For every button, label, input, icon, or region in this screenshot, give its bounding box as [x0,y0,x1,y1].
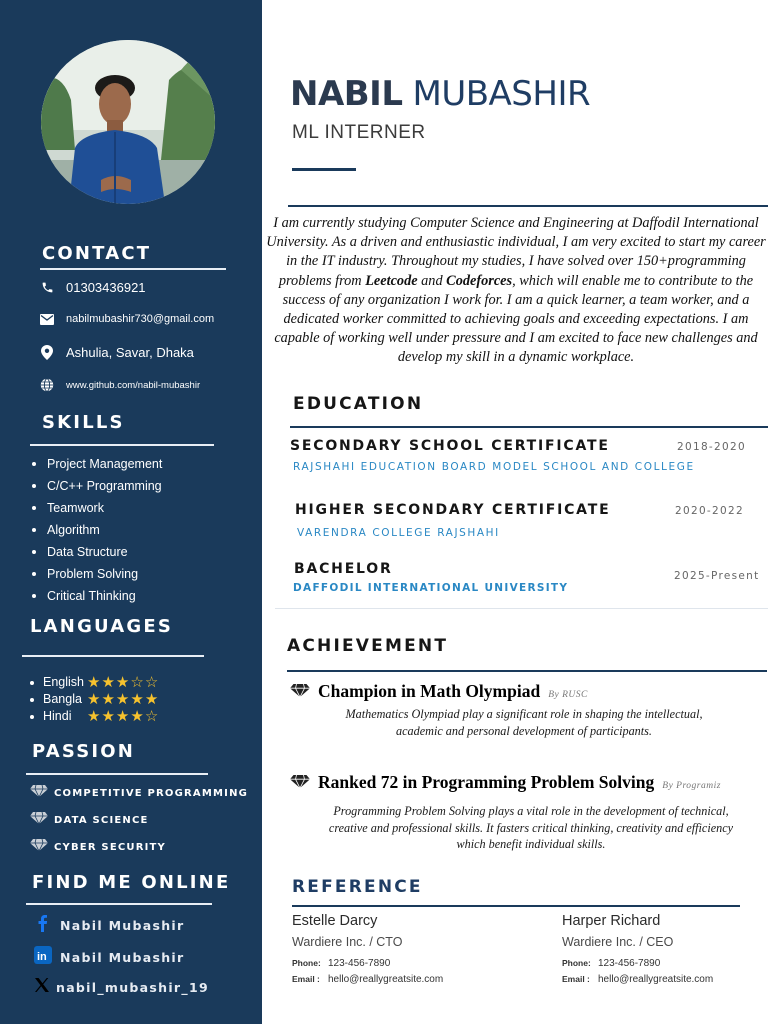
reference-email-value: hello@reallygreatsite.com [328,974,444,985]
phone-icon [40,281,54,295]
star-filled-icon: ★ [87,674,101,691]
diamond-icon [290,775,310,793]
education-title: HIGHER SECONDARY CERTIFICATE [295,502,611,518]
achievement-divider [287,670,767,672]
language-rating [87,675,158,690]
linkedin-link[interactable] [34,946,184,969]
contact-address-text: Ashulia, Savar, Dhaka [66,345,194,360]
achievement-desc-line: Programming Problem Solving plays a vital role in the development of technical, [333,804,729,818]
reference-divider [292,905,740,907]
education-title: SECONDARY SCHOOL CERTIFICATE [290,438,610,454]
full-name [290,74,590,114]
language-name: Hindi [43,709,72,723]
languages-heading: LANGUAGES [30,616,174,637]
linkedin-text: Nabil Mubashir [60,950,185,965]
about-intro: I am currently studying Computer Science and Engineering at Daffodil International University. As a driven and enthusiastic individual, I am very excited to start my career in the IT industry. Throughout my studies, I have solved over 150+programming problems from [266,215,766,289]
contact-email[interactable] [40,312,214,326]
star-filled-icon: ★ [101,708,115,725]
achievement-description [296,803,766,853]
facebook-icon [34,914,52,937]
last-name: MUBASHIR [412,74,591,114]
reference-name: Harper Richard [562,913,661,929]
reference-company: Wardiere Inc. / CTO [292,935,403,949]
sidebar [0,0,262,1024]
language-item [28,691,158,708]
x-link[interactable] [34,977,209,998]
language-name: Bangla [43,692,82,706]
achievement-item [290,681,588,702]
facebook-link[interactable] [34,914,184,937]
achievement-title: Champion in Math Olympiad [318,681,541,701]
achievement-heading: ACHIEVEMENT [287,636,449,656]
skill-item: Problem Solving [30,565,162,587]
diamond-icon [30,811,48,829]
reference-card [292,913,443,990]
diamond-icon [290,684,310,702]
reference-email-value: hello@reallygreatsite.com [598,974,714,985]
x-text: nabil_mubashir_19 [56,980,209,995]
reference-phone-value: 123-456-7890 [328,958,391,969]
online-heading: FIND ME ONLINE [32,872,231,893]
achievement-description [300,706,748,739]
passion-text: COMPETITIVE PROGRAMMING [54,787,249,799]
contact-github[interactable] [40,378,200,392]
skills-divider [30,444,214,446]
star-filled-icon: ★ [101,691,115,708]
star-filled-icon: ★ [87,691,101,708]
achievement-desc-line: creative and professional skills. It fasters critical thinking, creativity and efficiency [328,820,734,835]
star-empty-icon: ☆ [144,708,159,725]
achievement-source: By RUSC [548,690,588,700]
skill-item: Data Structure [30,543,162,565]
star-filled-icon: ★ [130,691,144,708]
achievement-desc-line: Mathematics Olympiad play a significant role in shaping the intellectual, [345,707,703,721]
skill-item: Critical Thinking [30,587,162,609]
education-heading: EDUCATION [293,394,424,414]
education-school: VARENDRA COLLEGE RAJSHAHI [297,527,500,539]
reference-email[interactable] [562,974,713,990]
job-title: ML INTERNER [292,122,426,143]
diamond-icon [30,838,48,856]
passion-item [30,784,248,802]
passion-item [30,838,166,856]
skill-item: Project Management [30,455,162,477]
contact-email-text: nabilmubashir730@gmail.com [66,313,215,325]
reference-phone [292,958,443,974]
reference-heading: REFERENCE [292,877,423,897]
star-filled-icon: ★ [144,691,159,708]
title-underline [292,168,356,171]
first-name: NABIL [290,74,403,114]
languages-list [28,674,158,725]
contact-divider [40,268,226,270]
education-bottom-divider [275,608,768,609]
diamond-icon [30,784,48,802]
passion-text: DATA SCIENCE [54,814,149,826]
passion-heading: PASSION [32,741,136,762]
education-title: BACHELOR [294,561,393,577]
passion-text: CYBER SECURITY [54,841,166,853]
language-name: English [43,675,84,689]
facebook-text: Nabil Mubashir [60,918,185,933]
education-school: RAJSHAHI EDUCATION BOARD MODEL SCHOOL AND COLLEGE [293,461,695,473]
contact-heading: CONTACT [42,243,152,264]
star-filled-icon: ★ [130,708,144,725]
achievement-title: Ranked 72 in Programming Problem Solving [318,772,655,792]
language-rating [87,709,158,724]
skills-heading: SKILLS [42,412,125,433]
education-divider [290,426,768,428]
star-filled-icon: ★ [87,708,101,725]
phone-label: Phone: [562,958,591,968]
globe-icon [40,378,54,392]
reference-card [562,913,713,990]
star-filled-icon: ★ [115,691,130,708]
contact-address [40,345,194,360]
star-empty-icon: ☆ [130,674,144,691]
email-icon [40,312,54,326]
contact-github-text: www.github.com/nabil-mubashir [66,379,201,391]
contact-phone-text: 01303436921 [66,280,146,295]
language-rating [87,692,158,707]
reference-phone-value: 123-456-7890 [598,958,661,969]
contact-phone[interactable] [40,280,146,295]
skill-item: Algorithm [30,521,162,543]
skill-item: Teamwork [30,499,162,521]
passion-divider [26,773,208,775]
about-leetcode: Leetcode [365,272,418,289]
email-label: Email : [292,974,320,984]
about-outro: , which will enable me to contribute to the success of any organization I work for. I am a quick learner, a team worker, and a dedicated worker committed to achieving goals and exceeding expectations. I am capable of working well under pressure and I am excited to face new challenges and develop my skill in a dynamic workplace. [274,272,758,366]
skill-item: C/C++ Programming [30,477,162,499]
star-filled-icon: ★ [101,674,115,691]
achievement-desc-line: academic and personal development of participants. [396,723,652,738]
languages-divider [22,655,204,657]
star-filled-icon: ★ [115,674,130,691]
about-paragraph [266,214,766,368]
phone-label: Phone: [292,958,321,968]
about-mid: and [417,272,447,289]
linkedin-icon [34,946,52,969]
star-empty-icon: ☆ [144,674,159,691]
education-years: 2025-Present [674,570,760,582]
email-label: Email : [562,974,590,984]
skills-list [30,455,162,609]
star-filled-icon: ★ [115,708,130,725]
passion-item [30,811,149,829]
education-school: DAFFODIL INTERNATIONAL UNIVERSITY [293,582,569,594]
reference-name: Estelle Darcy [292,913,378,929]
achievement-source: By Programiz [662,781,721,791]
about-divider [288,205,768,207]
achievement-item [290,772,721,793]
profile-photo [41,40,215,204]
location-pin-icon [40,346,54,360]
achievement-desc-line: which benefit individual skills. [456,837,606,851]
reference-company: Wardiere Inc. / CEO [562,935,674,949]
language-item [28,708,158,725]
education-years: 2018-2020 [677,441,746,453]
about-codeforces: Codeforces [446,272,513,289]
reference-phone [562,958,713,974]
x-logo-icon [34,977,50,998]
svg-text:in: in [37,951,47,963]
language-item [28,674,158,691]
online-divider [26,903,212,905]
education-years: 2020-2022 [675,505,744,517]
reference-email[interactable] [292,974,443,990]
